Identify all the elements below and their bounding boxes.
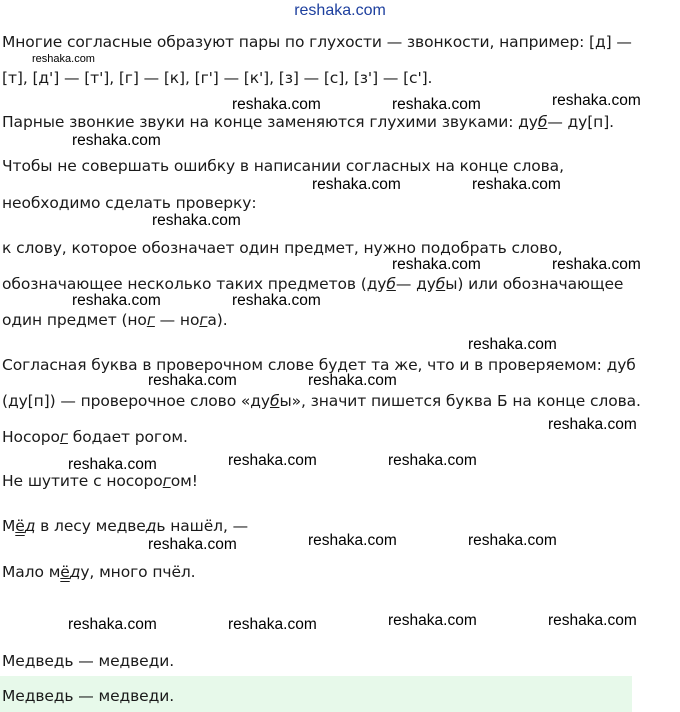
text-fragment: Не шутите с носоро (2, 472, 163, 490)
watermark: reshaka.com (388, 452, 477, 469)
rule-line-3 (2, 110, 614, 134)
site-header[interactable]: reshaka.com (294, 2, 386, 19)
watermark: reshaka.com (308, 532, 397, 549)
text-fragment: обозначающее несколько таких предметов (ду (2, 275, 387, 293)
text-fragment: ы», значит пишется буква Б на конце слова. (279, 392, 641, 410)
watermark: reshaka.com (392, 96, 481, 113)
watermark: reshaka.com (232, 292, 321, 309)
text-fragment: Носоро (2, 428, 60, 446)
answer-line-highlighted: Медведь — медведи. (2, 687, 175, 705)
highlighted-letter: б (537, 113, 548, 131)
watermark: reshaka.com (228, 452, 317, 469)
watermark: reshaka.com (468, 532, 557, 549)
example-line-2 (2, 469, 198, 493)
watermark: reshaka.com (72, 292, 161, 309)
highlighted-letter: б (435, 275, 446, 293)
text-fragment: ом! (170, 472, 198, 490)
watermark: reshaka.com (552, 256, 641, 273)
example-line-1 (2, 425, 188, 449)
highlighted-letter: г (59, 428, 68, 446)
answer-line: Медведь — медведи. (2, 652, 175, 670)
highlighted-letter: г (199, 311, 208, 329)
poem-line-1 (2, 514, 248, 538)
text-fragment: ь нашёл, — (156, 517, 249, 535)
text-fragment: — ду (395, 275, 436, 293)
watermark: reshaka.com (72, 132, 161, 149)
text-fragment: у, много пчёл. (80, 563, 196, 581)
rule-line-1: Многие согласные образуют пары по глухости — звонкости, например: [д] — (2, 33, 632, 51)
rule-line-6: к слову, которое обозначает один предмет, нужно подобрать слово, (2, 239, 563, 257)
highlighted-letter: г (146, 311, 155, 329)
watermark: reshaka.com (232, 96, 321, 113)
text-fragment: а). (207, 311, 228, 329)
rule-line-10 (2, 389, 641, 413)
text-fragment: М (2, 517, 16, 535)
watermark: reshaka.com (68, 456, 157, 473)
watermark: reshaka.com (548, 416, 637, 433)
watermark: reshaka.com (552, 92, 641, 109)
watermark: reshaka.com (468, 336, 557, 353)
rule-line-4: Чтобы не совершать ошибку в написании согласных на конце слова, (2, 157, 564, 175)
highlighted-letter: д (24, 517, 36, 535)
highlighted-letter: б (386, 275, 396, 293)
text-fragment: в лесу медве (35, 517, 146, 535)
text-fragment: (ду[п]) — проверочное слово «ду (2, 392, 270, 410)
text-fragment: Парные звонкие звуки на конце заменяются глухими звуками: ду (2, 113, 538, 131)
rule-line-2: [т], [д'] — [т'], [г] — [к], [г'] — [к'], [з] — [с], [з'] — [с']. (2, 69, 433, 87)
rule-line-8 (2, 308, 228, 332)
highlighted-letter: д (145, 517, 157, 535)
watermark: reshaka.com (388, 612, 477, 629)
watermark: reshaka.com (472, 176, 561, 193)
watermark: reshaka.com (68, 616, 157, 633)
watermark: reshaka.com (32, 53, 95, 65)
watermark: reshaka.com (148, 372, 237, 389)
watermark: reshaka.com (548, 612, 637, 629)
watermark: reshaka.com (308, 372, 397, 389)
rule-line-9: Согласная буква в проверочном слове будет та же, что и в проверяемом: дуб (2, 356, 636, 374)
watermark: reshaka.com (148, 536, 237, 553)
rule-line-5: необходимо сделать проверку: (2, 194, 257, 212)
double-underlined-letter: ё (15, 517, 25, 535)
text-fragment: — но (154, 311, 200, 329)
poem-line-2 (2, 560, 196, 584)
watermark: reshaka.com (152, 212, 241, 229)
highlighted-letter: б (269, 392, 280, 410)
highlighted-letter: г (162, 472, 171, 490)
highlighted-letter: д (69, 563, 81, 581)
text-fragment: Мало м (2, 563, 61, 581)
text-fragment: бодает рогом. (67, 428, 188, 446)
text-fragment: один предмет (но (2, 311, 147, 329)
double-underlined-letter: ё (60, 563, 70, 581)
text-fragment: ы) или обозначающее (445, 275, 624, 293)
text-fragment: — ду[п]. (547, 113, 614, 131)
watermark: reshaka.com (228, 616, 317, 633)
watermark: reshaka.com (312, 176, 401, 193)
watermark: reshaka.com (392, 256, 481, 273)
